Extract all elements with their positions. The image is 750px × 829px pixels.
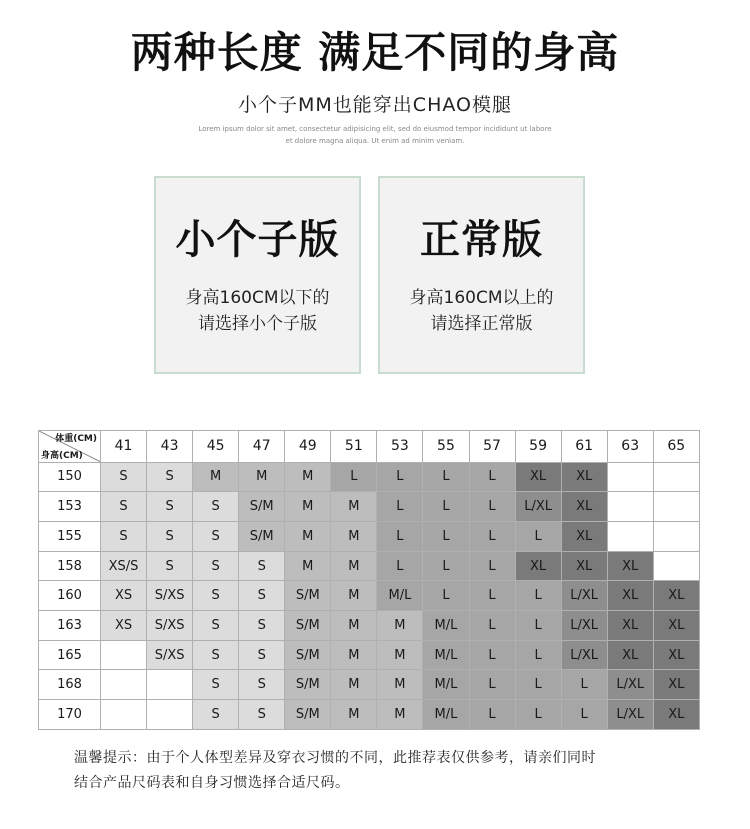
size-cell: M [331, 521, 377, 551]
size-cell: L [377, 462, 423, 492]
table-row [39, 492, 700, 522]
size-cell: S [147, 492, 193, 522]
size-cell: S [239, 670, 285, 700]
size-cell: L/XL [607, 670, 653, 700]
petite-version-card [154, 176, 361, 374]
weight-header-cell: 45 [193, 431, 239, 463]
weight-header-cell: 59 [515, 431, 561, 463]
size-cell: M [331, 640, 377, 670]
size-cell: M/L [423, 700, 469, 730]
size-cell: L [515, 670, 561, 700]
size-cell: M [285, 521, 331, 551]
size-cell: L [469, 551, 515, 581]
size-cell: S [193, 581, 239, 611]
card-height-note: 身高160CM以下的 [185, 288, 330, 308]
size-cell: XL [607, 611, 653, 641]
size-cell: XS [101, 581, 147, 611]
weight-header-cell: 61 [561, 431, 607, 463]
size-cell [147, 700, 193, 730]
size-cell: L/XL [515, 492, 561, 522]
size-cell: S [101, 462, 147, 492]
size-cell: L [469, 611, 515, 641]
size-cell: XL [561, 551, 607, 581]
size-cell: L [469, 492, 515, 522]
table-row [39, 700, 700, 730]
size-cell: M [285, 492, 331, 522]
size-cell: S [193, 521, 239, 551]
table-row [39, 611, 700, 641]
size-cell: M/L [423, 611, 469, 641]
table-row [39, 551, 700, 581]
size-cell: S/XS [147, 581, 193, 611]
size-cell: L [377, 492, 423, 522]
size-cell: S [193, 492, 239, 522]
size-cell: M [331, 611, 377, 641]
lorem-text-line: Lorem ipsum dolor sit amet, consectetur adipisicing elit, sed do eiusmod tempor incididunt ut labore [198, 125, 552, 133]
size-cell: L [469, 670, 515, 700]
size-cell: XL [561, 521, 607, 551]
size-cell: L [377, 521, 423, 551]
size-cell: XL [515, 462, 561, 492]
table-row [39, 462, 700, 492]
size-cell: M/L [377, 581, 423, 611]
weight-axis-label: 体重(CM) [55, 434, 97, 444]
size-cell: S/M [285, 670, 331, 700]
size-cell: XS [101, 611, 147, 641]
size-cell: L [331, 462, 377, 492]
table-row [39, 581, 700, 611]
height-header-cell: 155 [39, 521, 101, 551]
size-cell: L [469, 521, 515, 551]
weight-header-cell: 43 [147, 431, 193, 463]
size-cell: XL [561, 492, 607, 522]
size-cell: S/XS [147, 640, 193, 670]
weight-header-cell: 65 [653, 431, 699, 463]
height-header-cell: 170 [39, 700, 101, 730]
size-cell: S/M [239, 492, 285, 522]
size-cell: M [377, 640, 423, 670]
weight-header-cell: 41 [101, 431, 147, 463]
size-cell: L [561, 700, 607, 730]
weight-header-cell: 49 [285, 431, 331, 463]
size-cell [147, 670, 193, 700]
size-cell: M/L [423, 670, 469, 700]
size-cell: M [331, 551, 377, 581]
size-cell: S [239, 581, 285, 611]
size-cell: L [423, 581, 469, 611]
size-cell: L [377, 551, 423, 581]
size-cell: M [285, 462, 331, 492]
size-cell: S [193, 611, 239, 641]
size-cell [607, 521, 653, 551]
weight-header-cell: 47 [239, 431, 285, 463]
weight-header-cell: 51 [331, 431, 377, 463]
height-header-cell: 153 [39, 492, 101, 522]
size-cell: L [515, 611, 561, 641]
size-cell: XS/S [101, 551, 147, 581]
footer-note-line: 温馨提示：由于个人体型差异及穿衣习惯的不同，此推荐表仅供参考，请亲们同时 [74, 750, 596, 766]
size-cell: S [193, 551, 239, 581]
card-height-note: 身高160CM以上的 [409, 288, 554, 308]
size-cell: L/XL [561, 640, 607, 670]
size-cell: L [469, 462, 515, 492]
table-header-row [39, 431, 700, 463]
height-header-cell: 163 [39, 611, 101, 641]
size-cell: L [423, 492, 469, 522]
size-cell: M [377, 611, 423, 641]
height-header-cell: 150 [39, 462, 101, 492]
size-cell: L [515, 581, 561, 611]
size-cell [101, 700, 147, 730]
size-cell: XL [607, 551, 653, 581]
weight-header-cell: 55 [423, 431, 469, 463]
size-cell: L [469, 700, 515, 730]
size-cell: XL [653, 581, 699, 611]
size-cell: L [469, 640, 515, 670]
size-cell: M [331, 581, 377, 611]
size-cell: S [193, 670, 239, 700]
size-cell: S [239, 640, 285, 670]
size-cell: XL [561, 462, 607, 492]
size-cell: L [423, 521, 469, 551]
weight-header-cell: 53 [377, 431, 423, 463]
size-cell: S [147, 462, 193, 492]
size-cell [653, 521, 699, 551]
table-row [39, 521, 700, 551]
size-cell: XL [515, 551, 561, 581]
size-cell: L [515, 700, 561, 730]
size-cell [653, 462, 699, 492]
size-cell [607, 462, 653, 492]
card-choice-note: 请选择正常版 [430, 314, 533, 334]
size-cell: S [101, 492, 147, 522]
size-cell: S [239, 700, 285, 730]
table-row [39, 670, 700, 700]
page-title: 两种长度 满足不同的身高 [130, 28, 620, 77]
size-cell: M [239, 462, 285, 492]
size-cell: M [331, 670, 377, 700]
size-cell: S [193, 640, 239, 670]
size-cell: L [423, 462, 469, 492]
size-cell: XL [653, 700, 699, 730]
height-header-cell: 160 [39, 581, 101, 611]
size-cell: L [515, 521, 561, 551]
page-subtitle: 小个子MM也能穿出CHAO模腿 [238, 94, 512, 116]
size-cell: M [377, 700, 423, 730]
card-title: 小个子版 [175, 217, 340, 263]
size-cell: L/XL [607, 700, 653, 730]
size-cell: M [285, 551, 331, 581]
size-cell: S/M [285, 581, 331, 611]
size-cell: S [147, 551, 193, 581]
size-cell: S [193, 700, 239, 730]
weight-header-cell: 63 [607, 431, 653, 463]
size-cell: L [469, 581, 515, 611]
height-header-cell: 165 [39, 640, 101, 670]
height-header-cell: 168 [39, 670, 101, 700]
size-cell [607, 492, 653, 522]
size-cell [101, 640, 147, 670]
table-corner-cell [39, 431, 101, 463]
card-choice-note: 请选择小个子版 [198, 314, 317, 334]
size-cell [653, 492, 699, 522]
size-cell: L [515, 640, 561, 670]
card-title: 正常版 [420, 217, 543, 263]
size-cell: S/M [239, 521, 285, 551]
size-cell [101, 670, 147, 700]
size-cell: M [331, 492, 377, 522]
size-cell: L/XL [561, 581, 607, 611]
size-cell: S [147, 521, 193, 551]
size-recommendation-table [38, 430, 700, 730]
size-cell: L [561, 670, 607, 700]
size-cell: S/XS [147, 611, 193, 641]
size-cell: M [331, 700, 377, 730]
size-cell: XL [607, 640, 653, 670]
regular-version-card [378, 176, 585, 374]
size-cell: S [101, 521, 147, 551]
size-cell: M/L [423, 640, 469, 670]
size-cell: L [423, 551, 469, 581]
table-row [39, 640, 700, 670]
size-cell: S [239, 611, 285, 641]
size-cell: M [377, 670, 423, 700]
size-cell: S [239, 551, 285, 581]
size-cell [653, 551, 699, 581]
size-cell: S/M [285, 611, 331, 641]
size-cell: XL [607, 581, 653, 611]
height-header-cell: 158 [39, 551, 101, 581]
height-axis-label: 身高(CM) [41, 450, 83, 461]
weight-header-cell: 57 [469, 431, 515, 463]
size-cell: L/XL [561, 611, 607, 641]
size-cell: XL [653, 670, 699, 700]
size-cell: M [193, 462, 239, 492]
footer-note-line: 结合产品尺码表和自身习惯选择合适尺码。 [74, 775, 350, 791]
lorem-text-line: et dolore magna aliqua. Ut enim ad minim veniam. [285, 137, 465, 145]
size-cell: XL [653, 611, 699, 641]
size-cell: S/M [285, 640, 331, 670]
size-cell: S/M [285, 700, 331, 730]
size-cell: XL [653, 640, 699, 670]
